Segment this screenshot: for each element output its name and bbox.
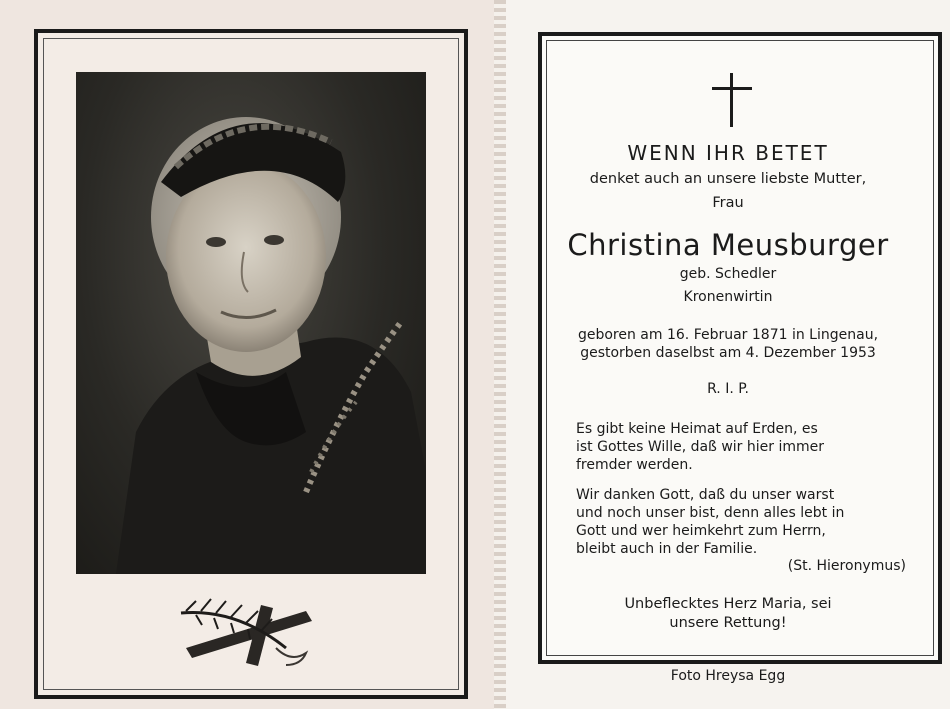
- portrait-photo: [76, 72, 426, 574]
- quote-line: Es gibt keine Heimat auf Erden, es: [576, 421, 818, 437]
- memorial-card-back: [506, 0, 950, 709]
- birth-line: geboren am 16. Februar 1871 in Lingenau,: [577, 327, 879, 343]
- perforated-edge: [494, 0, 506, 709]
- quote-paragraph-1: [576, 420, 906, 474]
- prayer-line-1: Unbeflecktes Herz Maria, sei: [624, 596, 832, 612]
- quote-line: und noch unser bist, denn alles lebt in: [576, 505, 845, 521]
- quote-paragraph-2: [576, 486, 906, 558]
- title-line: Frau: [712, 195, 744, 211]
- quote-line: fremder werden.: [576, 457, 693, 473]
- photographer-credit: Foto Hreysa Egg: [670, 668, 786, 684]
- quote-line: ist Gottes Wille, daß wir hier immer: [576, 439, 824, 455]
- mourning-frame: [34, 29, 468, 699]
- quote-line: Gott und wer heimkehrt zum Herrn,: [576, 523, 826, 539]
- cross-with-palm-frond-icon: [176, 593, 326, 673]
- heading: WENN IHR BETET: [627, 141, 829, 165]
- death-line: gestorben daselbst am 4. Dezember 1953: [580, 345, 876, 361]
- maiden-name: geb. Schedler: [679, 266, 777, 282]
- portrait-illustration: [76, 72, 426, 574]
- quote-source: (St. Hieronymus): [787, 558, 906, 574]
- occupation: Kronenwirtin: [683, 289, 773, 305]
- quote-line: Wir danken Gott, daß du unser warst: [576, 487, 835, 503]
- rip: R. I. P.: [707, 381, 749, 397]
- prayer-line-2: unsere Rettung!: [669, 615, 787, 631]
- quote-line: bleibt auch in der Familie.: [576, 541, 758, 557]
- latin-cross-icon: [710, 73, 754, 127]
- deceased-name: Christina Meusburger: [567, 228, 889, 262]
- intro-line: denket auch an unsere liebste Mutter,: [589, 171, 867, 187]
